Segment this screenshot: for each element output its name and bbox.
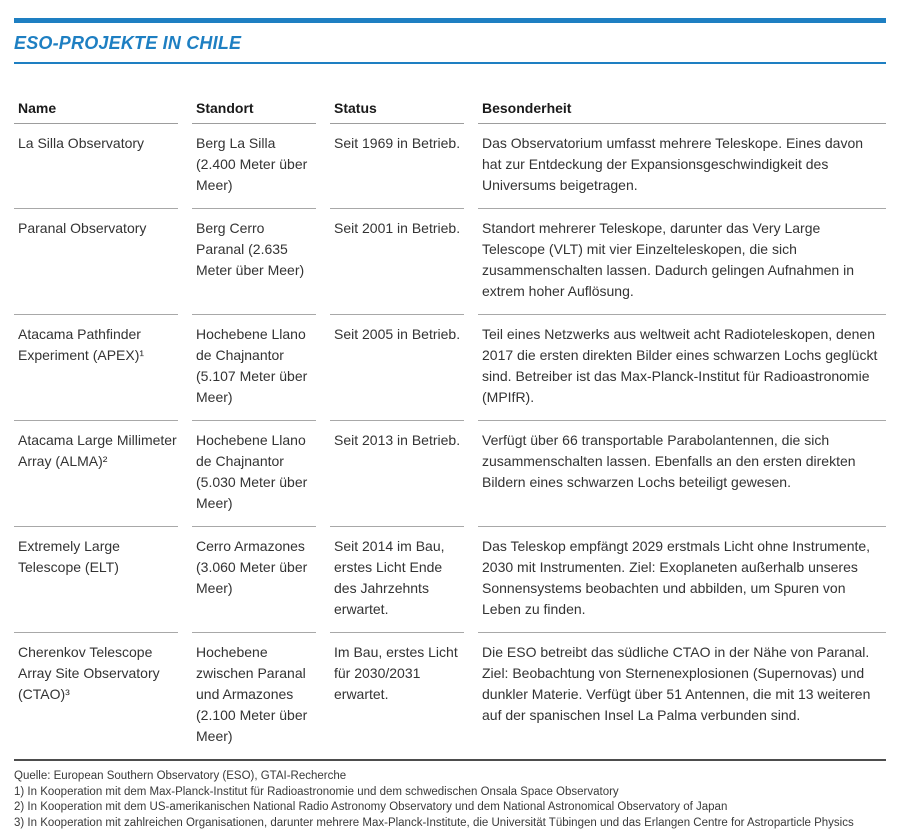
table-row [14,124,886,208]
cell-besonderheit: Das Observatorium umfasst mehrere Teleskope. Eines davon hat zur Entdeckung der Expansionsgeschwindigkeit des Universums beigetragen. [478,124,886,208]
table-row [14,632,886,759]
column-header-standort: Standort [192,94,316,124]
cell-standort: Berg La Silla (2.400 Meter über Meer) [192,124,316,208]
cell-besonderheit: Die ESO betreibt das südliche CTAO in der Nähe von Paranal. Ziel: Beobachtung von Sternenexplosionen (Supernovas) und dunkler Materie. Verfügt über 51 Antennen, die mit 13 weiteren auf der spanischen Insel La Palma verbunden sind. [478,632,886,759]
cell-standort: Hochebene Llano de Chajnantor (5.107 Meter über Meer) [192,314,316,420]
cell-name: La Silla Observatory [14,124,178,208]
cell-standort: Hochebene Llano de Chajnantor (5.030 Meter über Meer) [192,420,316,526]
footnote-1: 1) In Kooperation mit dem Max-Planck-Institut für Radioastronomie und dem schwedischen Onsala Space Observatory [14,785,886,801]
cell-name: Paranal Observatory [14,208,178,314]
footnote-3: 3) In Kooperation mit zahlreichen Organisationen, darunter mehrere Max-Planck-Institute, die Universität Tübingen und das Erlangen Centre for Astroparticle Physics [14,816,886,831]
column-header-status: Status [330,94,464,124]
cell-standort: Berg Cerro Paranal (2.635 Meter über Meer) [192,208,316,314]
column-header-name: Name [14,94,178,124]
footnote-2: 2) In Kooperation mit dem US-amerikanischen National Radio Astronomy Observatory und dem National Astronomical Observatory of Japan [14,800,886,816]
cell-status: Seit 2014 im Bau, erstes Licht Ende des Jahrzehnts erwartet. [330,526,464,632]
cell-status: Seit 2005 in Betrieb. [330,314,464,420]
cell-name: Atacama Large Millimeter Array (ALMA)² [14,420,178,526]
projects-table [14,94,886,761]
source-line: Quelle: European Southern Observatory (ESO), GTAI-Recherche [14,769,886,785]
infographic-page [0,18,900,635]
cell-besonderheit: Teil eines Netzwerks aus weltweit acht Radioteleskopen, denen 2017 die ersten direkten Bilder eines schwarzen Lochs geglückt sind. Betreiber ist das Max-Planck-Institut für Radioastronomie (MPIfR). [478,314,886,420]
cell-status: Seit 1969 in Betrieb. [330,124,464,208]
cell-name: Atacama Pathfinder Experiment (APEX)¹ [14,314,178,420]
cell-name: Cherenkov Telescope Array Site Observatory (CTAO)³ [14,632,178,759]
footnotes [14,769,886,831]
table-header-row [14,94,886,124]
cell-standort: Cerro Armazones (3.060 Meter über Meer) [192,526,316,632]
cell-besonderheit: Das Teleskop empfängt 2029 erstmals Licht ohne Instrumente, 2030 mit Instrumenten. Ziel: Exoplaneten außerhalb unseres Sonnensystems beobachten und abbilden, um Spuren von Leben zu finden. [478,526,886,632]
table-row [14,526,886,632]
cell-besonderheit: Verfügt über 66 transportable Parabolantennen, die sich zusammenschalten lassen. Ebenfalls an den ersten direkten Bildern eines schwarzen Lochs beteiligt gewesen. [478,420,886,526]
cell-status: Seit 2013 in Betrieb. [330,420,464,526]
table-row [14,208,886,314]
top-accent-rule [14,18,886,23]
column-header-besonderheit: Besonderheit [478,94,886,124]
cell-name: Extremely Large Telescope (ELT) [14,526,178,632]
table-row [14,314,886,420]
cell-status: Im Bau, erstes Licht für 2030/2031 erwartet. [330,632,464,759]
cell-standort: Hochebene zwischen Paranal und Armazones (2.100 Meter über Meer) [192,632,316,759]
cell-besonderheit: Standort mehrerer Teleskope, darunter das Very Large Telescope (VLT) mit vier Einzelteleskopen, die sich zusammenschalten lassen. Dadurch gelingen Aufnahmen in extrem hoher Auflösung. [478,208,886,314]
title-underline-rule [14,62,886,64]
page-title: ESO-PROJEKTE IN CHILE [14,32,886,54]
cell-status: Seit 2001 in Betrieb. [330,208,464,314]
table-row [14,420,886,526]
